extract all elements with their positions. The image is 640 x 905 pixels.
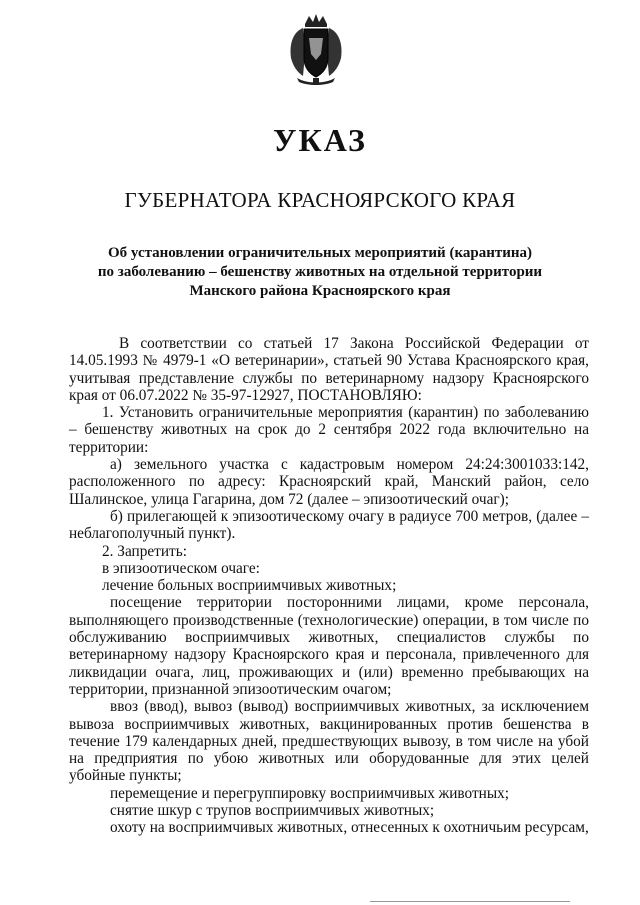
heading-line: Об установлении ограничительных мероприятий (карантина) xyxy=(107,245,532,261)
clause-1a: а) земельного участка с кадастровым номером 24:24:3001033:142, расположенного по адресу: Красноярский край, Манский район, село Шалинское, улица Гагарина, дом 72 (далее – эпизоотический очаг); xyxy=(69,456,589,508)
preamble-paragraph: В соответствии со статьей 17 Закона Российской Федерации от 14.05.1993 № 4979-1 «О ветеринарии», статьей 90 Устава Красноярского края, учитывая представление службы по ветеринарному надзору Красноярского края от 06.07.2022 № 35-97-12927, ПОСТАНОВЛЯЮ: xyxy=(69,335,589,404)
page-edge-divider xyxy=(370,901,570,902)
prohibition-item: снятие шкур с трупов восприимчивых животных; xyxy=(110,802,435,820)
prohibition-item: посещение территории посторонними лицами, кроме персонала, выполняющего производственные (технологические) операции, в том числе по обслуживанию восприимчивых животных, специалистов службы по ветеринарному надзору Красноярского края и персонала, привлеченного для ликвидации очага, лиц, проживающих и (или) временно пребывающих на территории, признанной эпизоотическим очагом; xyxy=(69,594,589,698)
clause-2: 2. Запретить: xyxy=(102,542,187,560)
heading-line: по заболеванию – бешенству животных на отдельной территории xyxy=(97,264,543,280)
prohibition-item: перемещение и перегруппировку восприимчивых животных; xyxy=(110,784,510,802)
clause-2-scope: в эпизоотическом очаге: xyxy=(102,559,260,577)
document-body xyxy=(69,335,589,837)
heading-line: Манского района Красноярского края xyxy=(189,283,451,299)
prohibition-item: охоту на восприимчивых животных, отнесенных к охотничьим ресурсам, xyxy=(110,819,589,837)
prohibition-item: лечение больных восприимчивых животных; xyxy=(102,577,397,595)
prohibition-item: ввоз (ввод), вывоз (вывод) восприимчивых животных, за исключением вывоза восприимчивых животных, вакцинированных против бешенства в течение 179 календарных дней, предшествующих вывозу, в том числе на убой на предприятия по убою животных или оборудованные для этих целей убойные пункты; xyxy=(69,698,589,785)
document-issuer: ГУБЕРНАТОРА КРАСНОЯРСКОГО КРАЯ xyxy=(124,188,516,212)
coat-of-arms-icon xyxy=(285,14,347,86)
document-heading xyxy=(70,244,570,301)
clause-1b: б) прилегающей к эпизоотическому очагу в радиусе 700 метров, (далее – неблагополучный пункт). xyxy=(69,507,589,543)
document-title: УКАЗ xyxy=(273,122,367,158)
clause-1: 1. Установить ограничительные мероприятия (карантин) по заболеванию – бешенству животных на срок до 2 сентября 2022 года включительно на территории: xyxy=(69,404,589,456)
